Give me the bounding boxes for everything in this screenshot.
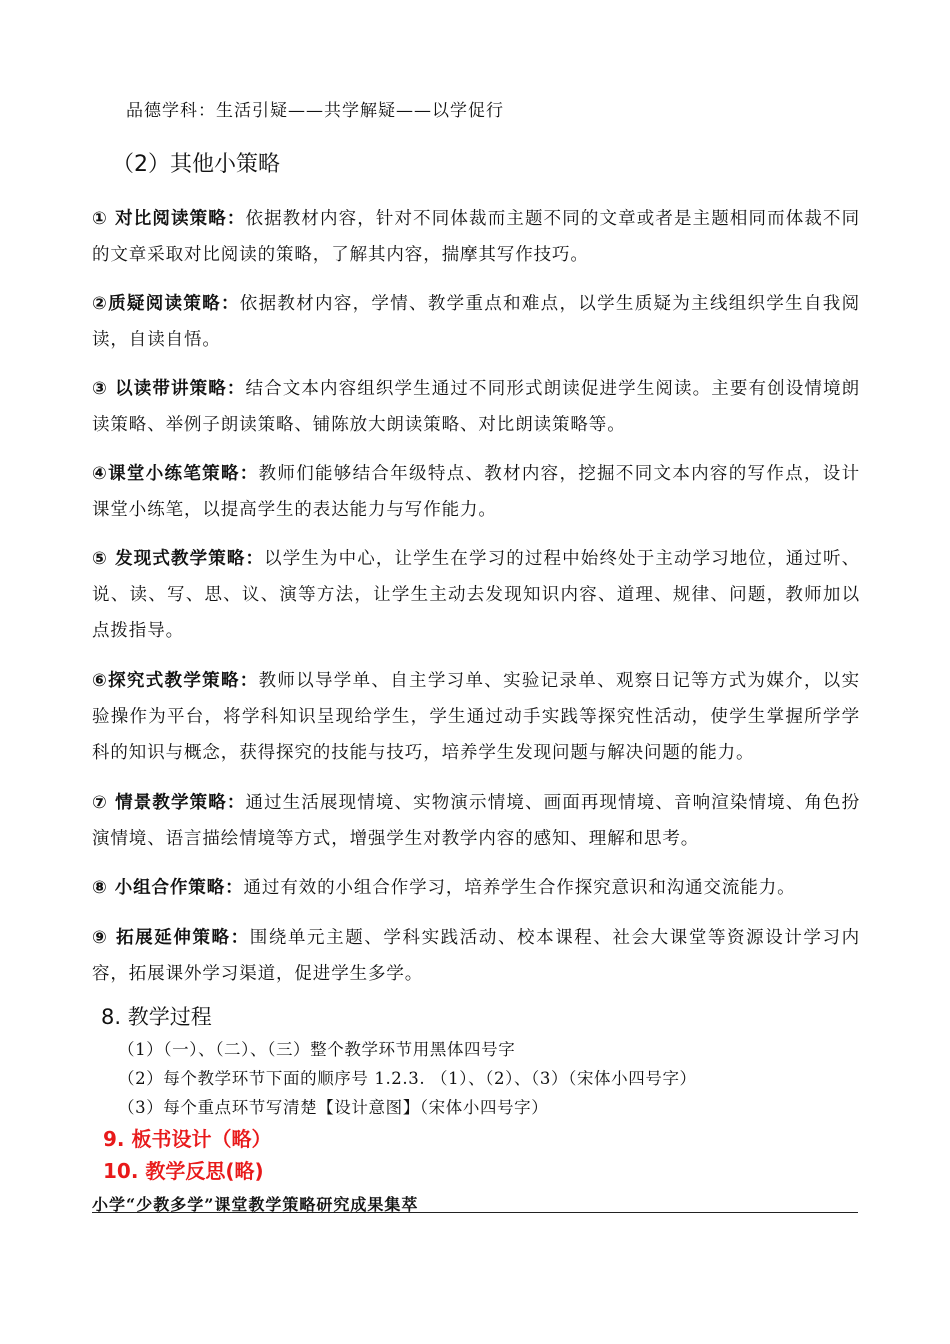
heading-teaching-process: 8. 教学过程	[101, 1005, 212, 1029]
strategy-head: ⑦ 情景教学策略：	[92, 793, 246, 813]
strategy-text: 结合文本内容组织学生通过不同形式朗读促进学生阅读。主要有创设情境朗读策略、举例子朗读策略、铺陈放大朗读策略、对比朗读策略等。	[92, 379, 860, 435]
strategy-head: ⑧ 小组合作策略：	[92, 878, 244, 898]
strategy-text: 依据教材内容，学情、教学重点和难点，以学生质疑为主线组织学生自我阅读，自读自悟。	[92, 294, 860, 350]
heading-board-design: 9. 板书设计（略）	[103, 1127, 272, 1151]
process-item: （3）每个重点环节写清楚【设计意图】（宋体小四号字）	[118, 1098, 549, 1117]
strategy-text: 教师们能够结合年级特点、教材内容，挖掘不同文本内容的写作点，设计课堂小练笔，以提高学生的表达能力与写作能力。	[92, 464, 860, 520]
strategy-head: ⑨ 拓展延伸策略：	[92, 928, 250, 948]
strategy-text: 教师以导学单、自主学习单、实验记录单、观察日记等方式为媒介，以实验操作为平台，将学科知识呈现给学生，学生通过动手实践等探究性活动，使学生掌握所学学科的知识与概念，获得探究的技能与技巧，培养学生发现问题与解决问题的能力。	[92, 671, 860, 763]
strategy-head: ⑥探究式教学策略：	[92, 671, 259, 691]
strategy-text: 通过有效的小组合作学习，培养学生合作探究意识和沟通交流能力。	[243, 878, 796, 898]
strategy-item	[92, 870, 860, 906]
strategy-item	[92, 286, 860, 358]
footer-title: 小学“少教多学”课堂教学策略研究成果集萃	[92, 1195, 419, 1214]
strategy-item	[92, 785, 860, 857]
strategy-text: 围绕单元主题、学科实践活动、校本课程、社会大课堂等资源设计学习内容，拓展课外学习渠道，促进学生多学。	[92, 928, 860, 984]
strategy-head: ④课堂小练笔策略：	[92, 464, 259, 484]
process-item: （1）（一）、（二）、（三）整个教学环节用黑体四号字	[118, 1040, 516, 1059]
strategy-text: 以学生为中心，让学生在学习的过程中始终处于主动学习地位，通过听、说、读、写、思、议、演等方法，让学生主动去发现知识内容、道理、规律、问题，教师加以点拨指导。	[92, 549, 860, 641]
strategy-head: ③ 以读带讲策略：	[92, 379, 246, 399]
strategy-head: ②质疑阅读策略：	[92, 294, 240, 314]
strategy-text: 通过生活展现情境、实物演示情境、画面再现情境、音响渲染情境、角色扮演情境、语言描绘情境等方式，增强学生对教学内容的感知、理解和思考。	[92, 793, 860, 849]
strategy-text: 依据教材内容，针对不同体裁而主题不同的文章或者是主题相同而体裁不同的文章采取对比阅读的策略，了解其内容，揣摩其写作技巧。	[92, 209, 860, 265]
strategy-item	[92, 456, 860, 528]
strategy-item	[92, 541, 860, 649]
strategy-item	[92, 371, 860, 443]
intro-line: 品德学科：生活引疑——共学解疑——以学促行	[126, 101, 504, 121]
strategy-head: ⑤ 发现式教学策略：	[92, 549, 265, 569]
footer-rule	[92, 1212, 858, 1213]
process-item: （2）每个教学环节下面的顺序号 1.2.3. （1）、（2）、（3）（宋体小四号字）	[118, 1069, 697, 1088]
heading-teaching-reflection: 10. 教学反思(略)	[103, 1159, 264, 1183]
strategy-item	[92, 663, 860, 771]
strategy-head: ① 对比阅读策略：	[92, 209, 246, 229]
section-title: （2）其他小策略	[112, 152, 280, 177]
strategy-item	[92, 920, 860, 992]
strategy-item	[92, 201, 860, 273]
